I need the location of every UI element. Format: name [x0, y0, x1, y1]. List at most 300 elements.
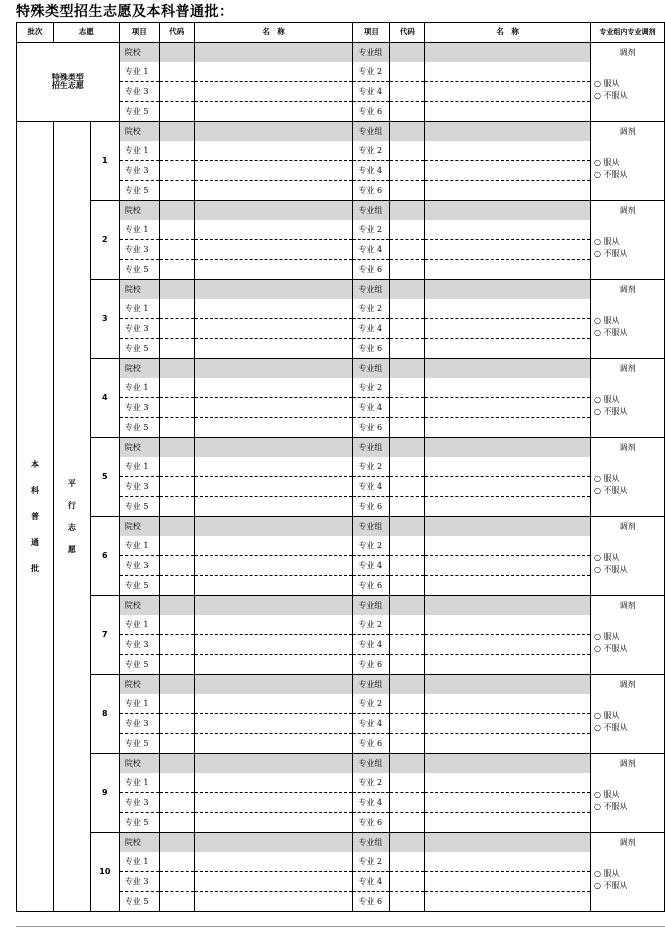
code-field[interactable]	[159, 536, 194, 556]
code-field[interactable]	[390, 813, 425, 833]
item-label: 专业组	[353, 43, 390, 63]
name-field[interactable]	[194, 773, 353, 793]
item-label: 专业 2	[353, 62, 390, 82]
code-field[interactable]	[390, 675, 425, 695]
code-field[interactable]	[390, 62, 425, 82]
obey-radio[interactable]: ○ 服从	[593, 473, 620, 483]
item-label: 专业 6	[353, 339, 390, 359]
name-field[interactable]	[425, 517, 591, 537]
header-volunteer: 志愿	[53, 23, 119, 43]
name-field[interactable]	[194, 556, 353, 576]
item-label: 专业 3	[119, 477, 159, 497]
code-field[interactable]	[159, 43, 194, 63]
name-field[interactable]	[425, 299, 591, 319]
code-field[interactable]	[390, 852, 425, 872]
name-field[interactable]	[425, 793, 591, 813]
name-field[interactable]	[194, 754, 353, 774]
code-field[interactable]	[159, 497, 194, 517]
name-field[interactable]	[194, 82, 353, 102]
item-label: 专业组	[353, 517, 390, 537]
code-field[interactable]	[390, 220, 425, 240]
item-label: 专业 4	[353, 82, 390, 102]
name-field[interactable]	[425, 635, 591, 655]
name-field[interactable]	[425, 220, 591, 240]
item-label: 专业 2	[353, 852, 390, 872]
adjust-label: 调剂	[590, 438, 664, 458]
code-field[interactable]	[159, 122, 194, 142]
batch-label	[17, 122, 54, 912]
name-field[interactable]	[194, 734, 353, 754]
code-field[interactable]	[159, 813, 194, 833]
code-field[interactable]	[390, 339, 425, 359]
adjust-options	[590, 694, 664, 754]
name-field[interactable]	[194, 398, 353, 418]
adjust-label: 调剂	[590, 43, 664, 63]
code-field[interactable]	[159, 220, 194, 240]
code-field[interactable]	[159, 62, 194, 82]
name-field[interactable]	[194, 161, 353, 181]
code-field[interactable]	[390, 280, 425, 300]
code-field[interactable]	[159, 141, 194, 161]
name-field[interactable]	[194, 339, 353, 359]
name-field[interactable]	[194, 438, 353, 458]
obey-radio[interactable]: ○ 服从	[593, 552, 620, 562]
name-field[interactable]	[425, 754, 591, 774]
code-field[interactable]	[390, 319, 425, 339]
code-field[interactable]	[390, 122, 425, 142]
code-field[interactable]	[390, 398, 425, 418]
name-field[interactable]	[194, 220, 353, 240]
header-item: 项目	[119, 23, 159, 43]
name-field[interactable]	[425, 872, 591, 892]
not-obey-radio[interactable]: ○ 不服从	[593, 880, 628, 890]
volunteer-number: 4	[90, 359, 119, 438]
name-field[interactable]	[425, 280, 591, 300]
name-field[interactable]	[194, 62, 353, 82]
code-field[interactable]	[390, 181, 425, 201]
name-field[interactable]	[425, 102, 591, 122]
obey-radio[interactable]: ○ 服从	[593, 394, 620, 404]
not-obey-radio[interactable]: ○ 不服从	[593, 248, 628, 258]
adjust-label: 调剂	[590, 280, 664, 300]
name-field[interactable]	[194, 852, 353, 872]
item-label: 专业 5	[119, 813, 159, 833]
name-field[interactable]	[425, 655, 591, 675]
name-field[interactable]	[425, 62, 591, 82]
item-label: 专业组	[353, 122, 390, 142]
item-label: 院校	[119, 517, 159, 537]
volunteer-number: 8	[90, 675, 119, 754]
volunteer-number: 5	[90, 438, 119, 517]
form-row	[17, 675, 665, 695]
item-label: 专业 6	[353, 655, 390, 675]
name-field[interactable]	[425, 497, 591, 517]
code-field[interactable]	[159, 675, 194, 695]
item-label: 专业 2	[353, 773, 390, 793]
name-field[interactable]	[425, 734, 591, 754]
name-field[interactable]	[194, 872, 353, 892]
code-field[interactable]	[390, 201, 425, 221]
obey-radio[interactable]: ○ 服从	[593, 631, 620, 641]
volunteer-number: 9	[90, 754, 119, 833]
item-label: 院校	[119, 280, 159, 300]
name-field[interactable]	[194, 536, 353, 556]
name-field[interactable]	[194, 675, 353, 695]
item-label: 专业 5	[119, 576, 159, 596]
code-field[interactable]	[159, 181, 194, 201]
name-field[interactable]	[425, 675, 591, 695]
code-field[interactable]	[159, 852, 194, 872]
item-label: 院校	[119, 833, 159, 853]
name-field[interactable]	[425, 556, 591, 576]
code-field[interactable]	[159, 892, 194, 912]
item-label: 专业 1	[119, 299, 159, 319]
name-field[interactable]	[194, 319, 353, 339]
item-label: 专业 2	[353, 299, 390, 319]
name-field[interactable]	[194, 299, 353, 319]
code-field[interactable]	[390, 359, 425, 379]
name-field[interactable]	[194, 378, 353, 398]
name-field[interactable]	[425, 833, 591, 853]
code-field[interactable]	[159, 833, 194, 853]
name-field[interactable]	[194, 201, 353, 221]
not-obey-radio[interactable]: ○ 不服从	[593, 90, 628, 100]
item-label: 专业组	[353, 754, 390, 774]
form-row	[17, 359, 665, 379]
code-field[interactable]	[390, 635, 425, 655]
name-field[interactable]	[194, 122, 353, 142]
code-field[interactable]	[159, 438, 194, 458]
name-field[interactable]	[194, 655, 353, 675]
item-label: 专业 2	[353, 457, 390, 477]
zhi-text: 平 行 志 愿	[67, 478, 76, 554]
item-label: 院校	[119, 43, 159, 63]
code-field[interactable]	[390, 378, 425, 398]
name-field[interactable]	[425, 240, 591, 260]
name-field[interactable]	[425, 260, 591, 280]
name-field[interactable]	[194, 240, 353, 260]
adjust-label: 调剂	[590, 122, 664, 142]
code-field[interactable]	[390, 477, 425, 497]
code-field[interactable]	[390, 655, 425, 675]
code-field[interactable]	[390, 833, 425, 853]
item-label: 专业 5	[119, 734, 159, 754]
code-field[interactable]	[390, 260, 425, 280]
item-label: 专业 2	[353, 220, 390, 240]
name-field[interactable]	[194, 813, 353, 833]
obey-radio[interactable]: ○ 服从	[593, 78, 620, 88]
code-field[interactable]	[390, 754, 425, 774]
form-row	[17, 833, 665, 853]
code-field[interactable]	[159, 655, 194, 675]
name-field[interactable]	[194, 359, 353, 379]
code-field[interactable]	[390, 872, 425, 892]
not-obey-radio[interactable]: ○ 不服从	[593, 801, 628, 811]
item-label: 专业 4	[353, 240, 390, 260]
item-label: 专业 3	[119, 240, 159, 260]
code-field[interactable]	[159, 773, 194, 793]
code-field[interactable]	[390, 240, 425, 260]
volunteer-number: 1	[90, 122, 119, 201]
item-label: 专业 2	[353, 141, 390, 161]
code-field[interactable]	[390, 82, 425, 102]
code-field[interactable]	[390, 517, 425, 537]
code-field[interactable]	[159, 161, 194, 181]
name-field[interactable]	[194, 892, 353, 912]
item-label: 专业 2	[353, 536, 390, 556]
not-obey-radio[interactable]: ○ 不服从	[593, 643, 628, 653]
code-field[interactable]	[159, 635, 194, 655]
code-field[interactable]	[390, 141, 425, 161]
item-label: 专业 5	[119, 260, 159, 280]
name-field[interactable]	[425, 43, 591, 63]
item-label: 专业 2	[353, 615, 390, 635]
name-field[interactable]	[194, 615, 353, 635]
item-label: 专业 1	[119, 457, 159, 477]
adjust-options	[590, 62, 664, 122]
item-label: 专业 1	[119, 536, 159, 556]
item-label: 专业 1	[119, 615, 159, 635]
name-field[interactable]	[425, 536, 591, 556]
not-obey-radio[interactable]: ○ 不服从	[593, 327, 628, 337]
page-title: 特殊类型招生志愿及本科普通批：	[16, 4, 234, 20]
name-field[interactable]	[425, 477, 591, 497]
code-field[interactable]	[390, 536, 425, 556]
code-field[interactable]	[159, 734, 194, 754]
name-field[interactable]	[194, 260, 353, 280]
header-code: 代码	[159, 23, 194, 43]
code-field[interactable]	[159, 378, 194, 398]
code-field[interactable]	[159, 556, 194, 576]
code-field[interactable]	[159, 201, 194, 221]
item-label: 专业 3	[119, 398, 159, 418]
name-field[interactable]	[194, 181, 353, 201]
code-field[interactable]	[390, 596, 425, 616]
obey-radio[interactable]: ○ 服从	[593, 710, 620, 720]
name-field[interactable]	[194, 102, 353, 122]
volunteer-number: 6	[90, 517, 119, 596]
item-label: 专业 4	[353, 793, 390, 813]
code-field[interactable]	[159, 260, 194, 280]
code-field[interactable]	[159, 457, 194, 477]
item-label: 专业 6	[353, 497, 390, 517]
item-label: 专业组	[353, 438, 390, 458]
code-field[interactable]	[390, 734, 425, 754]
code-field[interactable]	[390, 892, 425, 912]
name-field[interactable]	[425, 813, 591, 833]
name-field[interactable]	[194, 477, 353, 497]
volunteer-number: 2	[90, 201, 119, 280]
code-field[interactable]	[159, 576, 194, 596]
name-field[interactable]	[194, 576, 353, 596]
item-label: 专业组	[353, 280, 390, 300]
name-field[interactable]	[425, 457, 591, 477]
item-label: 专业 5	[119, 655, 159, 675]
item-label: 专业组	[353, 833, 390, 853]
item-label: 院校	[119, 359, 159, 379]
code-field[interactable]	[159, 299, 194, 319]
item-label: 院校	[119, 754, 159, 774]
name-field[interactable]	[194, 833, 353, 853]
name-field[interactable]	[194, 418, 353, 438]
obey-radio[interactable]: ○ 服从	[593, 236, 620, 246]
name-field[interactable]	[425, 615, 591, 635]
not-obey-radio[interactable]: ○ 不服从	[593, 169, 628, 179]
code-field[interactable]	[390, 497, 425, 517]
adjust-options	[590, 615, 664, 675]
name-field[interactable]	[425, 161, 591, 181]
adjust-label: 调剂	[590, 675, 664, 695]
obey-radio[interactable]: ○ 服从	[593, 315, 620, 325]
code-field[interactable]	[390, 161, 425, 181]
item-label: 院校	[119, 438, 159, 458]
item-label: 专业 4	[353, 714, 390, 734]
volunteer-number: 3	[90, 280, 119, 359]
name-field[interactable]	[194, 635, 353, 655]
name-field[interactable]	[425, 852, 591, 872]
item-label: 专业 1	[119, 62, 159, 82]
not-obey-radio[interactable]: ○ 不服从	[593, 406, 628, 416]
name-field[interactable]	[425, 892, 591, 912]
volunteer-number: 10	[90, 833, 119, 912]
not-obey-radio[interactable]: ○ 不服从	[593, 564, 628, 574]
code-field[interactable]	[390, 714, 425, 734]
code-field[interactable]	[390, 694, 425, 714]
item-label: 专业 3	[119, 635, 159, 655]
code-field[interactable]	[159, 477, 194, 497]
code-field[interactable]	[159, 240, 194, 260]
name-field[interactable]	[194, 694, 353, 714]
form-row	[17, 596, 665, 616]
page-edge	[16, 926, 665, 927]
code-field[interactable]	[159, 319, 194, 339]
name-field[interactable]	[425, 141, 591, 161]
code-field[interactable]	[159, 359, 194, 379]
name-field[interactable]	[194, 141, 353, 161]
adjust-options	[590, 378, 664, 438]
name-field[interactable]	[425, 418, 591, 438]
adjust-options	[590, 536, 664, 596]
item-label: 专业 3	[119, 872, 159, 892]
name-field[interactable]	[425, 82, 591, 102]
name-field[interactable]	[425, 438, 591, 458]
code-field[interactable]	[159, 339, 194, 359]
code-field[interactable]	[390, 576, 425, 596]
code-field[interactable]	[390, 457, 425, 477]
code-field[interactable]	[390, 793, 425, 813]
name-field[interactable]	[425, 122, 591, 142]
not-obey-radio[interactable]: ○ 不服从	[593, 722, 628, 732]
code-field[interactable]	[159, 615, 194, 635]
item-label: 专业 1	[119, 220, 159, 240]
name-field[interactable]	[194, 43, 353, 63]
adjust-options	[590, 773, 664, 833]
code-field[interactable]	[159, 872, 194, 892]
name-field[interactable]	[425, 398, 591, 418]
code-field[interactable]	[390, 43, 425, 63]
adjust-label: 调剂	[590, 754, 664, 774]
code-field[interactable]	[390, 615, 425, 635]
adjust-options	[590, 457, 664, 517]
name-field[interactable]	[425, 694, 591, 714]
name-field[interactable]	[425, 339, 591, 359]
item-label: 专业 6	[353, 576, 390, 596]
name-field[interactable]	[194, 714, 353, 734]
adjust-label: 调剂	[590, 359, 664, 379]
item-label: 院校	[119, 201, 159, 221]
item-label: 专业 5	[119, 339, 159, 359]
name-field[interactable]	[194, 457, 353, 477]
name-field[interactable]	[194, 793, 353, 813]
code-field[interactable]	[390, 102, 425, 122]
adjust-label: 调剂	[590, 596, 664, 616]
name-field[interactable]	[425, 576, 591, 596]
code-field[interactable]	[390, 438, 425, 458]
code-field[interactable]	[159, 418, 194, 438]
item-label: 院校	[119, 675, 159, 695]
adjust-label: 调剂	[590, 201, 664, 221]
name-field[interactable]	[194, 280, 353, 300]
form-row	[17, 201, 665, 221]
code-field[interactable]	[159, 82, 194, 102]
form-row	[17, 43, 665, 63]
name-field[interactable]	[425, 201, 591, 221]
code-field[interactable]	[159, 694, 194, 714]
name-field[interactable]	[425, 378, 591, 398]
item-label: 院校	[119, 596, 159, 616]
obey-radio[interactable]: ○ 服从	[593, 868, 620, 878]
code-field[interactable]	[159, 517, 194, 537]
name-field[interactable]	[425, 359, 591, 379]
item-label: 专业 4	[353, 635, 390, 655]
item-label: 专业 6	[353, 260, 390, 280]
item-label: 专业 6	[353, 892, 390, 912]
item-label: 专业 4	[353, 319, 390, 339]
code-field[interactable]	[390, 299, 425, 319]
obey-radio[interactable]: ○ 服从	[593, 789, 620, 799]
name-field[interactable]	[194, 596, 353, 616]
name-field[interactable]	[194, 517, 353, 537]
name-field[interactable]	[425, 596, 591, 616]
item-label: 专业 6	[353, 102, 390, 122]
code-field[interactable]	[159, 398, 194, 418]
item-label: 专业 4	[353, 556, 390, 576]
name-field[interactable]	[194, 497, 353, 517]
name-field[interactable]	[425, 773, 591, 793]
obey-radio[interactable]: ○ 服从	[593, 157, 620, 167]
code-field[interactable]	[390, 418, 425, 438]
header-name-2: 名 称	[425, 23, 591, 43]
code-field[interactable]	[390, 773, 425, 793]
name-field[interactable]	[425, 181, 591, 201]
code-field[interactable]	[159, 280, 194, 300]
name-field[interactable]	[425, 319, 591, 339]
form-row	[17, 280, 665, 300]
header-name: 名 称	[194, 23, 353, 43]
item-label: 专业 4	[353, 398, 390, 418]
item-label: 专业 1	[119, 694, 159, 714]
code-field[interactable]	[159, 102, 194, 122]
code-field[interactable]	[159, 754, 194, 774]
code-field[interactable]	[159, 793, 194, 813]
code-field[interactable]	[159, 596, 194, 616]
item-label: 专业 3	[119, 793, 159, 813]
adjust-options	[590, 141, 664, 201]
code-field[interactable]	[159, 714, 194, 734]
code-field[interactable]	[390, 556, 425, 576]
not-obey-radio[interactable]: ○ 不服从	[593, 485, 628, 495]
name-field[interactable]	[425, 714, 591, 734]
